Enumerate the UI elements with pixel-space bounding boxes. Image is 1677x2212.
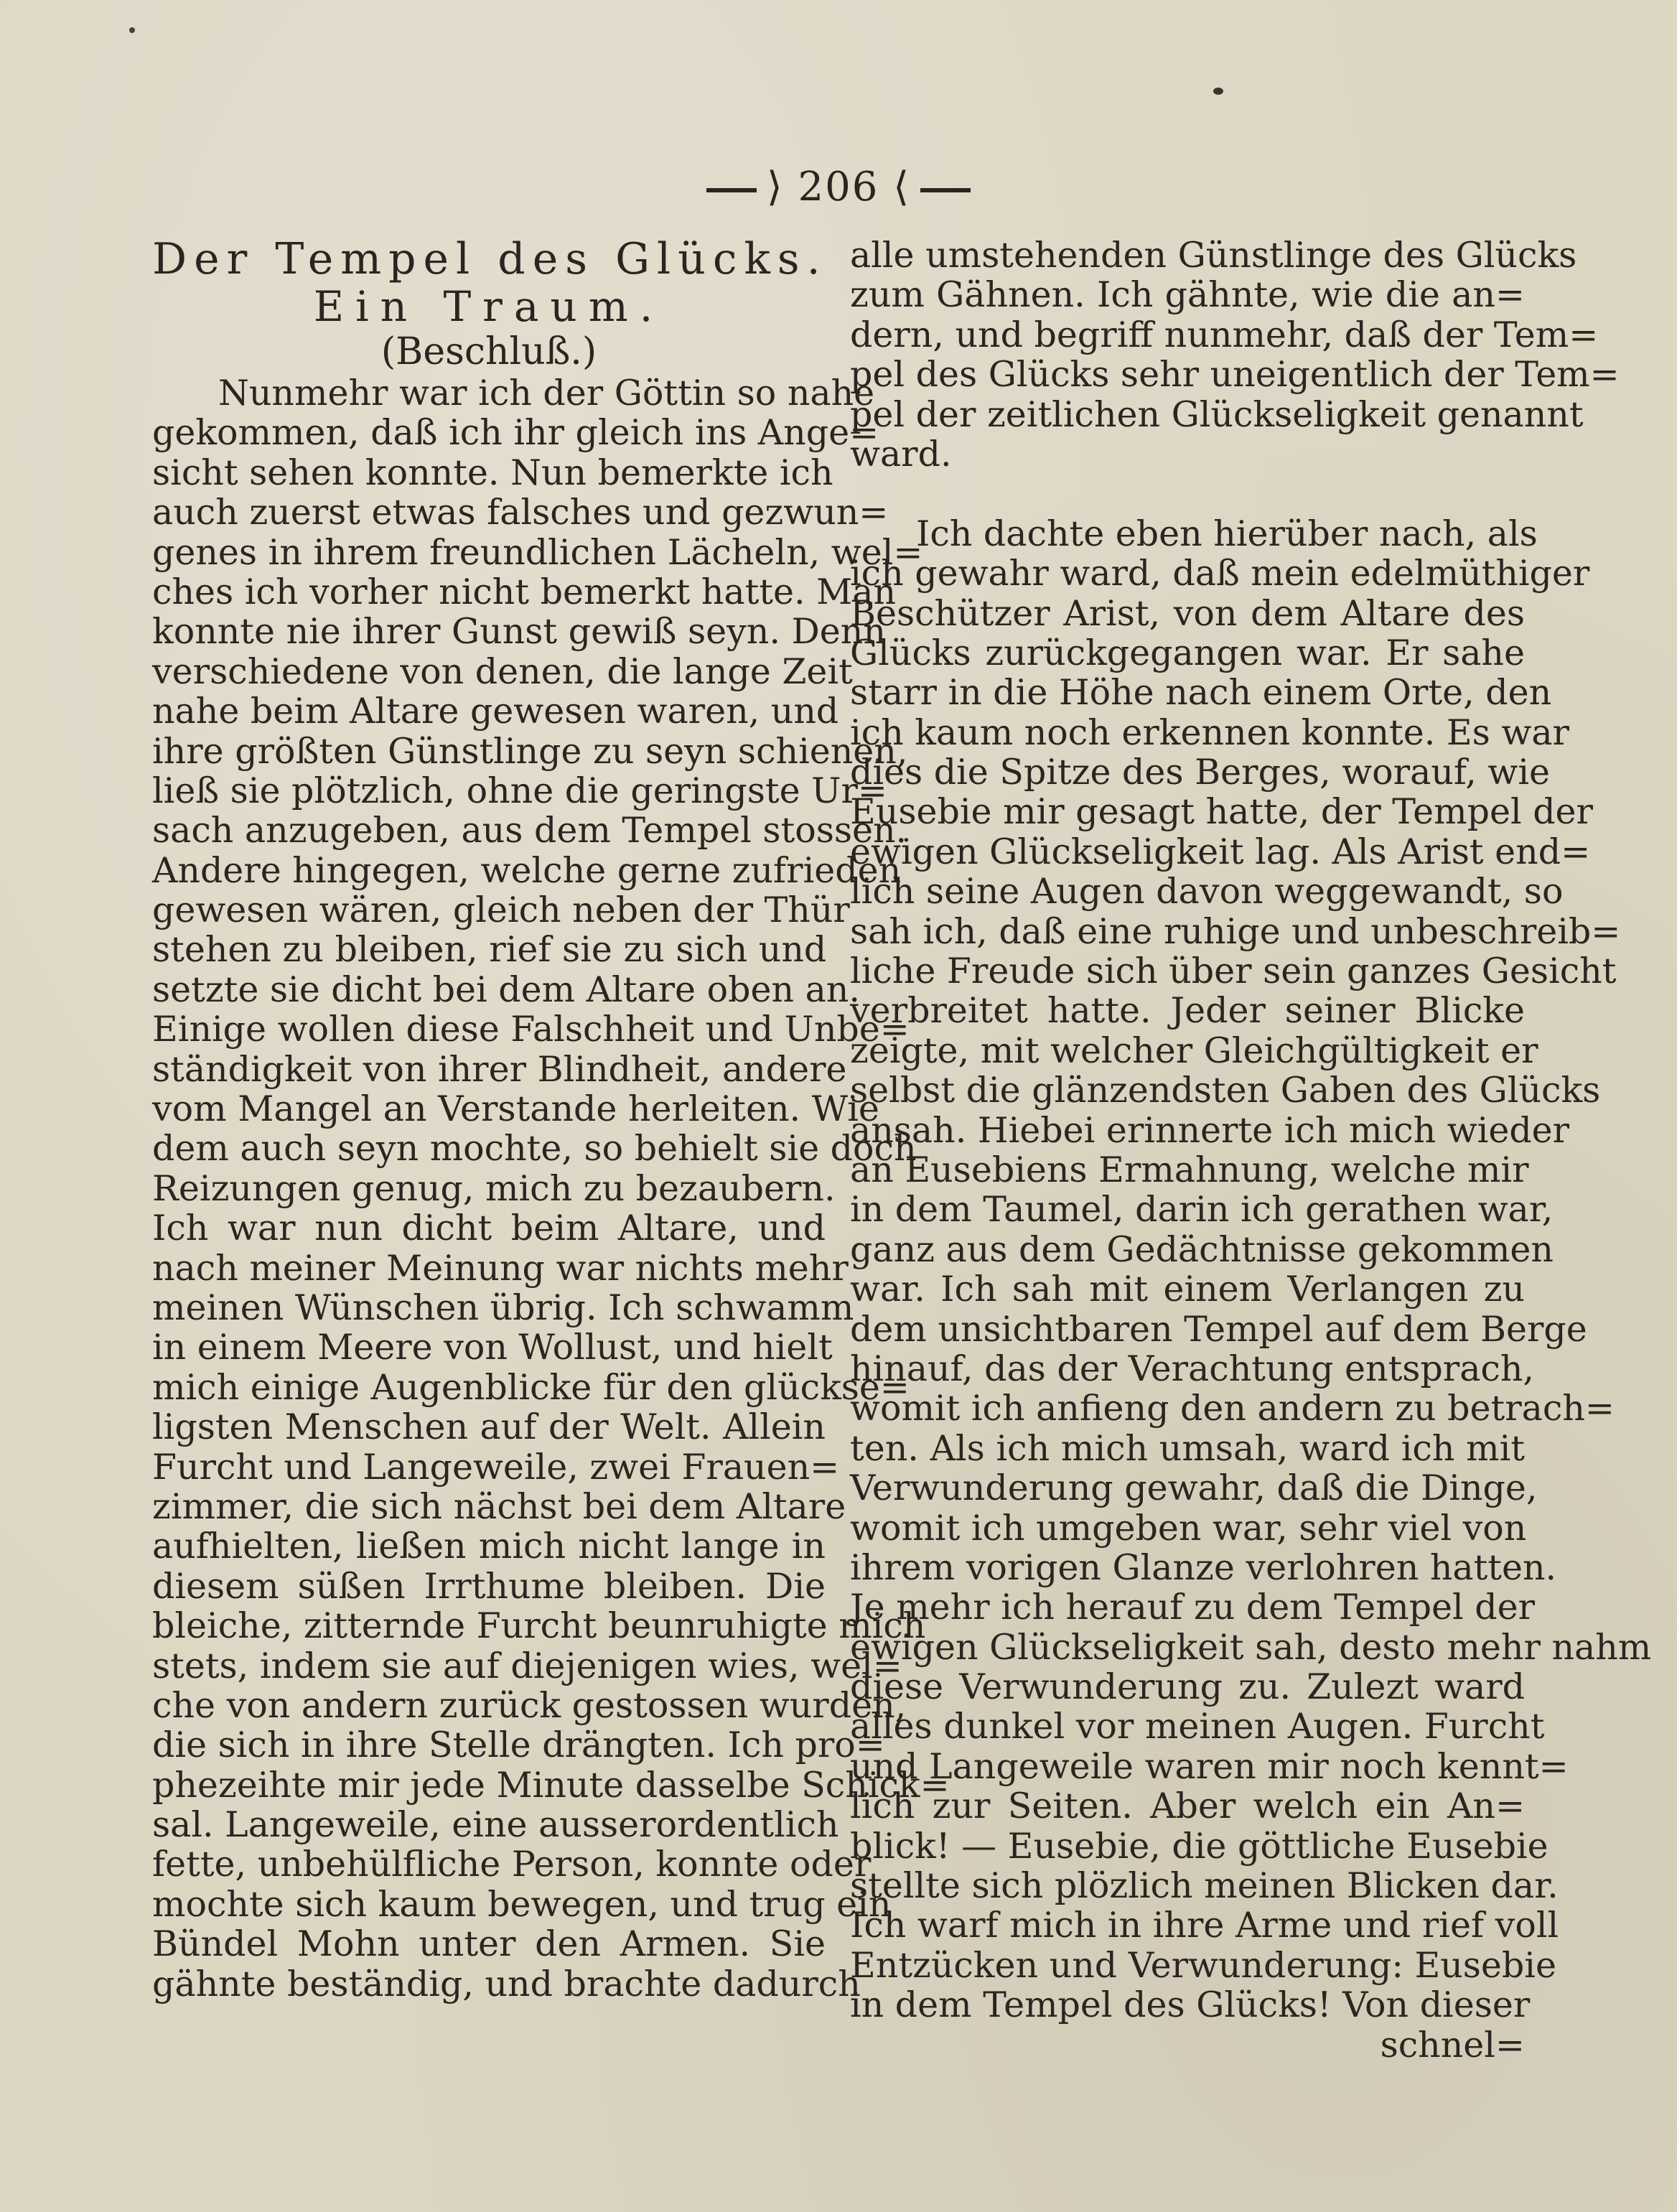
text-line: ten. Als ich mich umsah, ward ich mit [850,1427,1525,1469]
article-note: (Beschluß.) [380,330,597,373]
text-line: vom Mangel an Verstande herleiten. Wie [152,1088,879,1130]
text-line: liche Freude sich über sein ganzes Gesicht [850,951,1617,992]
text-line: che von andern zurück gestossen wurden, [152,1684,907,1726]
text-line: zum Gähnen. Ich gähnte, wie die an= [850,274,1525,316]
text-line: ließ sie plötzlich, ohne die geringste Ur= [152,770,887,811]
text-line: verbreitet hatte. Jeder seiner Blicke [850,990,1525,1032]
text-line: ansah. Hiebei erinnerte ich mich wieder [850,1109,1570,1151]
right-column-paragraph-2 [850,513,1652,2026]
text-line: dem unsichtbaren Tempel auf dem Berge [850,1308,1587,1350]
header-ornament-left: ⟩ [766,164,784,210]
text-line: phezeihte mir jede Minute dasselbe Schick= [152,1764,950,1806]
text-line: genes in ihrem freundlichen Lächeln, wel= [152,531,923,573]
text-line: in dem Tempel des Glücks! Von dieser [850,1984,1531,2026]
right-column [850,235,1652,2066]
text-line: in einem Meere von Wollust, und hielt [152,1327,833,1368]
text-line: fette, unbehülfliche Person, konnte oder [152,1844,872,1885]
text-line: ich gewahr ward, daß mein edelmüthiger [850,553,1590,594]
text-line: dern, und begriff nunmehr, daß der Tem= [850,314,1599,355]
article-title: Der Tempel des Glücks. [152,234,828,284]
text-line: in dem Taumel, darin ich gerathen war, [850,1189,1554,1231]
text-line: Ich dachte eben hierüber nach, als [916,513,1538,554]
text-line: hinauf, das der Verachtung entsprach, [850,1348,1535,1389]
text-line: sah ich, daß eine ruhige und unbeschreib= [850,910,1621,952]
text-line: Ich warf mich in ihre Arme und rief voll [850,1905,1559,1946]
text-line: ewigen Glückseligkeit lag. Als Arist end= [850,831,1591,872]
text-line: ligsten Menschen auf der Welt. Allein [152,1406,826,1448]
page-header [0,164,1677,210]
text-line: pel des Glücks sehr uneigentlich der Tem= [850,354,1620,396]
text-line: mochte sich kaum bewegen, und trug ein [152,1883,892,1925]
text-line: an Eusebiens Ermahnung, welche mir [850,1149,1529,1190]
text-line: auch zuerst etwas falsches und gezwun= [152,492,889,533]
text-line: alles dunkel vor meinen Augen. Furcht [850,1706,1545,1747]
text-line: womit ich umgeben war, sehr viel von [850,1507,1527,1549]
text-line: Glücks zurückgegangen war. Er sahe [850,632,1525,673]
text-line: lich seine Augen davon weggewandt, so [850,871,1564,913]
text-line: Entzücken und Verwunderung: Eusebie [850,1944,1556,1986]
text-line: die sich in ihre Stelle drängten. Ich pro= [152,1725,885,1766]
text-line: womit ich anfieng den andern zu betrach= [850,1388,1615,1429]
text-line: sicht sehen konnte. Nun bemerkte ich [152,452,833,493]
text-line: Reizungen genug, mich zu bezaubern. [152,1167,836,1209]
text-line: zeigte, mit welcher Gleichgültigkeit er [850,1030,1538,1071]
text-line: Eusebie mir gesagt hatte, der Tempel der [850,791,1593,833]
text-line: ihre größten Günstlinge zu seyn schienen, [152,730,908,772]
text-line: zimmer, die sich nächst bei dem Altare [152,1485,846,1527]
text-line: alle umstehenden Günstlinge des Glücks [850,235,1577,276]
text-line: ward. [850,433,952,475]
text-line: ich kaum noch erkennen konnte. Es war [850,711,1569,753]
text-line: Je mehr ich herauf zu dem Tempel der [850,1587,1536,1628]
text-line: war. Ich sah mit einem Verlangen zu [850,1269,1525,1310]
text-line: setzte sie dicht bei dem Altare oben an. [152,969,860,1010]
text-line: Andere hingegen, welche gerne zufrieden [152,849,902,891]
text-line: konnte nie ihrer Gunst gewiß seyn. Denn [152,611,886,653]
text-line: stets, indem sie auf diejenigen wies, wel= [152,1645,902,1686]
text-line: lich zur Seiten. Aber welch ein An= [850,1786,1525,1827]
text-line: dem auch seyn mochte, so behielt sie doch [152,1128,917,1170]
text-line: stehen zu bleiben, rief sie zu sich und [152,929,827,971]
header-ornament-right: ⟨ [893,164,911,210]
text-line: meinen Wünschen übrig. Ich schwamm [152,1287,854,1328]
text-line: Verwunderung gewahr, daß die Dinge, [850,1467,1538,1509]
text-line: ganz aus dem Gedächtnisse gekommen [850,1228,1554,1270]
right-column-paragraph-1 [850,235,1620,475]
text-line: nahe beim Altare gewesen waren, und [152,691,839,732]
text-line: Ich war nun dicht beim Altare, und [152,1208,826,1249]
text-line: bleiche, zitternde Furcht beunruhigte mich [152,1605,926,1647]
text-line: diesem süßen Irrthume bleiben. Die [152,1565,826,1607]
header-dash-left [706,188,757,192]
text-line: selbst die glänzendsten Gaben des Glücks [850,1070,1601,1111]
text-line: gekommen, daß ich ihr gleich ins Ange= [152,412,879,454]
catchword: schnel= [1380,2024,1525,2066]
text-line: ständigkeit von ihrer Blindheit, andere [152,1048,847,1090]
header-dash-right [920,188,971,192]
text-line: ihrem vorigen Glanze verlohren hatten. [850,1546,1557,1588]
text-line: verschiedene von denen, die lange Zeit [152,650,853,692]
text-line: Bündel Mohn unter den Armen. Sie [152,1923,826,1965]
text-line: pel der zeitlichen Glückseligkeit genannt [850,393,1584,435]
paragraph-gap [850,474,1525,513]
text-line: gähnte beständig, und brachte dadurch [152,1963,861,2005]
text-line: Einige wollen diese Falschheit und Unbe= [152,1009,910,1050]
text-line: aufhielten, ließen mich nicht lange in [152,1526,826,1567]
page-number: 206 [798,164,879,210]
text-line: nach meiner Meinung war nichts mehr [152,1247,849,1289]
text-line: diese Verwunderung zu. Zulezt ward [850,1666,1525,1708]
text-line: dies die Spitze des Berges, worauf, wie [850,752,1551,793]
ink-speck [129,27,135,33]
text-line: stellte sich plözlich meinen Blicken dar. [850,1865,1559,1907]
text-line: Beschützer Arist, von dem Altare des [850,592,1525,634]
ink-speck [1213,88,1223,95]
text-line: Furcht und Langeweile, zwei Frauen= [152,1446,840,1488]
text-line: gewesen wären, gleich neben der Thür [152,890,850,931]
text-line: sal. Langeweile, eine ausserordentlich [152,1804,839,1846]
text-line: sach anzugeben, aus dem Tempel stossen. [152,810,907,851]
article-subtitle: Ein Traum. [313,282,665,331]
text-line: starr in die Höhe nach einem Orte, den [850,672,1552,714]
text-line: und Langeweile waren mir noch kennt= [850,1745,1569,1787]
text-line: ches ich vorher nicht bemerkt hatte. Man [152,571,897,612]
text-line: blick! — Eusebie, die göttliche Eusebie [850,1825,1548,1867]
text-line: ewigen Glückseligkeit sah, desto mehr nahm [850,1626,1652,1668]
text-line: Nunmehr war ich der Göttin so nahe [218,373,875,414]
text-line: mich einige Augenblicke für den glückse= [152,1366,910,1408]
